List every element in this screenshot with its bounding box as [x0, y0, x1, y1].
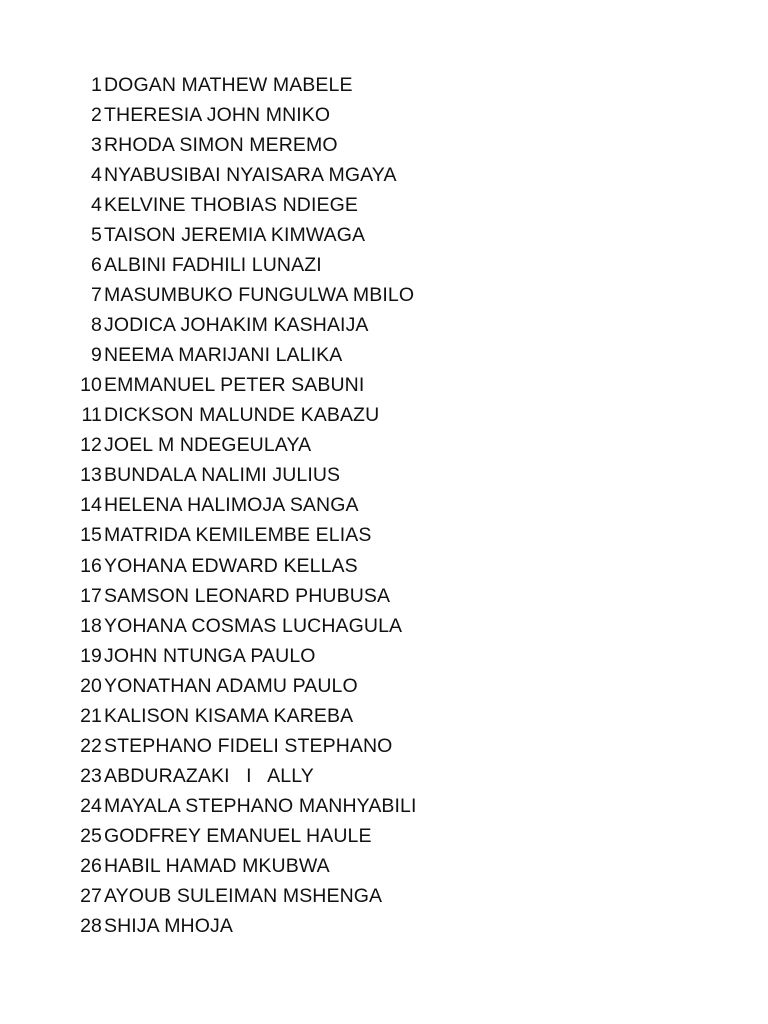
row-number: 13 — [80, 464, 102, 487]
list-item — [0, 551, 768, 581]
list-item — [0, 280, 768, 310]
list-item — [0, 701, 768, 731]
row-name: MASUMBUKO FUNGULWA MBILO — [104, 283, 415, 306]
row-number: 25 — [80, 825, 102, 848]
list-item — [0, 731, 768, 761]
row-number: 11 — [81, 404, 102, 427]
row-number: 28 — [80, 915, 102, 938]
list-item — [0, 491, 768, 521]
row-number: 4 — [91, 163, 102, 186]
row-name: BUNDALA NALIMI JULIUS — [104, 464, 341, 487]
list-item — [0, 401, 768, 431]
row-number: 17 — [80, 584, 102, 607]
row-name: GODFREY EMANUEL HAULE — [104, 825, 372, 848]
row-name: MAYALA STEPHANO MANHYABILI — [104, 795, 417, 818]
row-name: YONATHAN ADAMU PAULO — [104, 674, 358, 697]
row-name: JODICA JOHAKIM KASHAIJA — [104, 314, 369, 337]
row-name: KALISON KISAMA KAREBA — [104, 704, 354, 727]
list-item — [0, 250, 768, 280]
list-item — [0, 190, 768, 220]
list-item — [0, 822, 768, 852]
row-number: 14 — [80, 494, 102, 517]
row-number: 12 — [80, 434, 102, 457]
list-item — [0, 431, 768, 461]
row-number: 8 — [91, 314, 102, 337]
row-name: EMMANUEL PETER SABUNI — [104, 374, 365, 397]
list-item — [0, 581, 768, 611]
row-number: 4 — [91, 193, 102, 216]
row-number: 15 — [80, 524, 102, 547]
list-item — [0, 761, 768, 791]
row-name: AYOUB SULEIMAN MSHENGA — [104, 885, 383, 908]
row-number: 1 — [91, 73, 102, 96]
row-number: 6 — [91, 253, 102, 276]
row-number: 5 — [91, 223, 102, 246]
row-name: HELENA HALIMOJA SANGA — [104, 494, 359, 517]
list-item — [0, 341, 768, 371]
list-item — [0, 160, 768, 190]
row-number: 9 — [91, 344, 102, 367]
row-number: 2 — [91, 103, 102, 126]
row-name: YOHANA EDWARD KELLAS — [104, 554, 358, 577]
row-number: 21 — [80, 704, 102, 727]
list-item — [0, 912, 768, 942]
list-item — [0, 311, 768, 341]
list-item — [0, 220, 768, 250]
row-number: 19 — [80, 644, 102, 667]
list-item — [0, 130, 768, 160]
row-name: ABDURAZAKI I ALLY — [104, 764, 314, 787]
row-name: ALBINI FADHILI LUNAZI — [104, 253, 322, 276]
row-name: TAISON JEREMIA KIMWAGA — [104, 223, 366, 246]
list-item — [0, 521, 768, 551]
list-item — [0, 100, 768, 130]
row-name: DICKSON MALUNDE KABAZU — [104, 404, 380, 427]
row-number: 7 — [91, 283, 102, 306]
row-name: THERESIA JOHN MNIKO — [104, 103, 331, 126]
row-name: SAMSON LEONARD PHUBUSA — [104, 584, 391, 607]
row-name: RHODA SIMON MEREMO — [104, 133, 338, 156]
row-name: SHIJA MHOJA — [104, 915, 233, 938]
row-number: 22 — [80, 734, 102, 757]
list-item — [0, 852, 768, 882]
row-number: 10 — [80, 374, 102, 397]
row-name: MATRIDA KEMILEMBE ELIAS — [104, 524, 372, 547]
name-list — [0, 70, 768, 942]
row-name: NEEMA MARIJANI LALIKA — [104, 344, 343, 367]
list-item — [0, 641, 768, 671]
row-name: HABIL HAMAD MKUBWA — [104, 855, 330, 878]
row-name: JOEL M NDEGEULAYA — [104, 434, 312, 457]
list-item — [0, 882, 768, 912]
row-number: 20 — [80, 674, 102, 697]
row-number: 3 — [91, 133, 102, 156]
row-name: KELVINE THOBIAS NDIEGE — [104, 193, 358, 216]
row-name: NYABUSIBAI NYAISARA MGAYA — [104, 163, 397, 186]
row-name: DOGAN MATHEW MABELE — [104, 73, 353, 96]
row-number: 16 — [80, 554, 102, 577]
row-number: 23 — [80, 764, 102, 787]
list-item — [0, 792, 768, 822]
row-number: 18 — [80, 614, 102, 637]
row-name: YOHANA COSMAS LUCHAGULA — [104, 614, 403, 637]
list-item — [0, 371, 768, 401]
list-item — [0, 70, 768, 100]
row-number: 24 — [80, 795, 102, 818]
row-name: JOHN NTUNGA PAULO — [104, 644, 316, 667]
row-number: 27 — [80, 885, 102, 908]
list-item — [0, 611, 768, 641]
row-number: 26 — [80, 855, 102, 878]
row-name: STEPHANO FIDELI STEPHANO — [104, 734, 393, 757]
list-item — [0, 461, 768, 491]
list-item — [0, 671, 768, 701]
